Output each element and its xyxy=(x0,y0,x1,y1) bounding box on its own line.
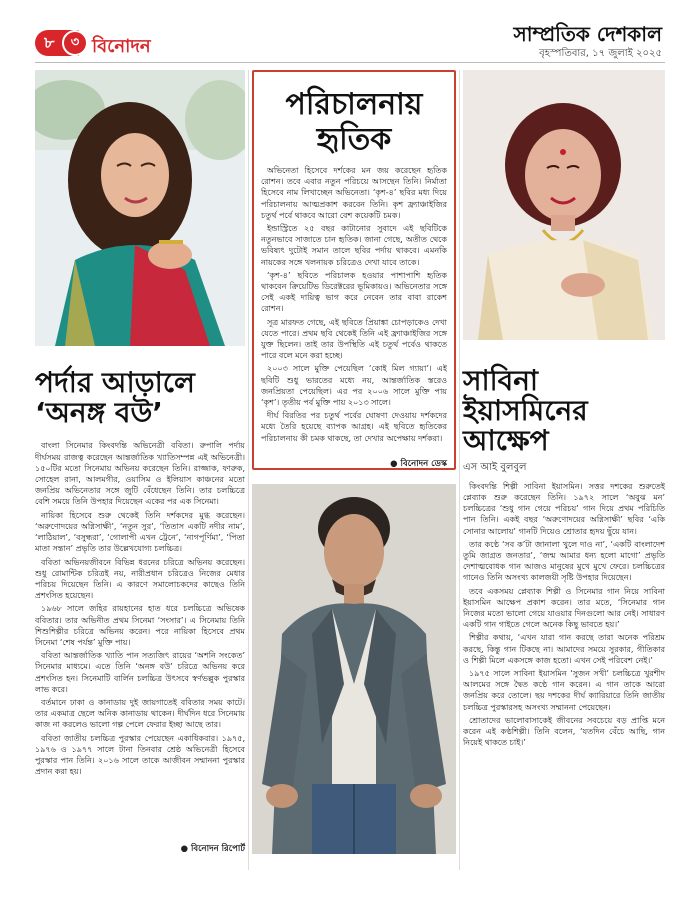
page-header xyxy=(0,0,700,62)
paragraph: ২০০৩ সালে মুক্তি পেয়েছিল ‘কোই মিল গ্যায়া’। এই ছবিটি শুধু ভারতের মধ্যে নয়, আন্তর্জাতিক স্তরেও জনপ্রিয়তা পেয়েছিল। এর পর ২০০৬ সালে মুক্তি পায় ‘কৃশ’। তৃতীয় পর্ব মুক্তি পায় ২০১৩ সালে। xyxy=(261,364,447,408)
middle-article-box xyxy=(252,70,456,470)
right-article-body xyxy=(463,481,665,836)
paragraph: শ্রোতাদের ভালোবাসাকেই জীবনের সবচেয়ে বড় প্রাপ্তি মনে করেন এই কণ্ঠশিল্পী। তিনি বলেন, ‘যতদিন বেঁচে আছি, গান নিয়েই থাকতে চাই।’ xyxy=(463,715,665,748)
left-article xyxy=(35,70,245,856)
middle-headline: পরিচালনায় হৃতিক xyxy=(285,87,423,157)
paragraph: ১৯৭৫ সালে সাবিনা ইয়াসমিন ‘সুজন সখী’ চলচ্চিত্রে খুরশীদ আলমের সঙ্গে দ্বৈত কণ্ঠে গান করেন। এ গান তাকে আরো জনপ্রিয় করে তোলে। ছয় দশকের দীর্ঘ ক্যারিয়ারে তিনি জাতীয় চলচ্চিত্র পুরস্কারসহ অসংখ্য সম্মাননা পেয়েছেন। xyxy=(463,668,665,712)
paragraph: তার কণ্ঠে ‘সব ক’টা জানালা খুলে দাও না’, ‘একটি বাংলাদেশ তুমি জাগ্রত জনতার’, ‘জন্ম আমার ধন্য হলো মাগো’ প্রভৃতি দেশাত্মবোধক গান আজও মানুষের মুখে মুখে ফেরে। চলচ্চিত্রের গানেও তিনি অসংখ্য কালজয়ী সৃষ্টি উপহার দিয়েছেন। xyxy=(463,539,665,583)
paragraph: ববিতা অভিনয়জীবনে বিভিন্ন ধরনের চরিত্রে অভিনয় করেছেন। শুধু রোমান্টিক চরিত্রই নয়, নারীপ্রধান চরিত্রেও নিজের মেধার পরিচয় দিয়েছেন তিনি। এ কারণে সমালোচকদের কাছেও তিনি প্রশংসিত হয়েছেন। xyxy=(35,557,245,601)
paragraph: ববিতা জাতীয় চলচ্চিত্র পুরস্কার পেয়েছেন একাধিকবার। ১৯৭৫, ১৯৭৬ ও ১৯৭৭ সালে টানা তিনবার শ্রেষ্ঠ অভিনেত্রী হিসেবে পুরস্কার পান তিনি। ২০১৬ সালে তাকে আজীবন সম্মাননা পুরস্কার প্রদান করা হয়। xyxy=(35,733,245,777)
page-number: ৮ xyxy=(44,32,55,52)
paragraph: ‘কৃশ-৪’ ছবিতে পরিচালক হওয়ার পাশাপাশি হৃতিক থাকবেন ক্রিয়েটিভ ডিরেক্টরের ভূমিকায়ও। অভিনেতার সঙ্গে সেই একই দায়িত্ব ভাগ করে নেবেন তার বাবা রাকেশ রোশন। xyxy=(261,270,447,314)
paragraph: অভিনেতা হিসেবে দর্শকের মন জয় করেছেন হৃতিক রোশন। তবে এবার নতুন পরিচয়ে আসছেন তিনি। নির্মাতা হিসেবে নাম লিখাচ্ছেন অভিনেতা। ‘কৃশ-৪’ ছবির মধ্য দিয়ে পরিচালনায় আত্মপ্রকাশ করবেন তিনি। কৃশ ফ্র্যাঞ্চাইজির চতুর্থ পর্বে থাকবে আরো বেশ কয়েকটি চমক। xyxy=(261,166,447,220)
paragraph: ববিতা আন্তর্জাতিক খ্যাতি পান সত্যজিৎ রায়ের ‘অশনি সংকেত’ সিনেমার মাধ্যমে। এতে তিনি ‘অনঙ্গ বউ’ চরিত্রে অভিনয় করে প্রশংসিত হন। সিনেমাটি বার্লিন চলচ্চিত্র উৎসবে স্বর্ণভল্লুক পুরস্কার লাভ করে। xyxy=(35,651,245,694)
paragraph: ইন্ডাস্ট্রিতে ২৫ বছর কাটানোর সুবাদে এই ছবিটিকে নতুনভাবে সাজাতে চান হৃতিক। জানা গেছে, অতীত থেকে ভবিষ্যৎ দুটোই সমান তালে ছবির পর্দায় থাকবে। এমনকি নায়কের সঙ্গে খলনায়ক চরিত্রেও দেখা যাবে তাকে। xyxy=(261,224,447,267)
section-name: বিনোদন xyxy=(92,36,151,57)
paragraph: শিল্পীর কথায়, ‘এখন যারা গান করছে তারা অনেক পরিশ্রম করছে, কিন্তু গান টিকছে না। আমাদের সময়ে সুরকার, গীতিকার ও শিল্পী মিলে একসঙ্গে কাজ হতো। এখন সেই পরিবেশ নেই।’ xyxy=(463,633,665,665)
paragraph: দীর্ঘ বিরতির পর চতুর্থ পর্বের ঘোষণা দেওয়ায় দর্শকদের মধ্যে তৈরি হয়েছে ব্যাপক আগ্রহ। এই ছবিতে হৃতিকের পরিচালনায় কী চমক থাকছে, তা দেখার অপেক্ষায় দর্শকরা। xyxy=(261,411,447,443)
right-article xyxy=(463,70,665,836)
middle-credit: ● বিনোদন ডেস্ক xyxy=(390,459,447,469)
header-divider xyxy=(35,62,665,63)
left-credit: ● বিনোদন রিপোর্ট xyxy=(180,844,245,855)
paragraph: কিংবদন্তি শিল্পী সাবিনা ইয়াসমিন। সত্তর দশকের শুরুতেই প্লেব্যাক শুরু করেছেন তিনি। ১৯৭২ সালে ‘অবুঝ মন’ চলচ্চিত্রের ‘শুধু গান গেয়ে পরিচয়’ গান দিয়ে প্রথম পরিচিতি পান তিনি। একই বছর ‘অরুণোদয়ের অগ্নিসাক্ষী’ ছবির ‘একি সোনার আলোয়’ গানটি দিয়েও শ্রোতার হৃদয় ছুঁয়ে যান। xyxy=(463,481,665,536)
masthead-title: সাম্প্রতিক দেশকাল xyxy=(513,22,662,46)
right-byline: এস আই বুলবুল xyxy=(463,461,527,473)
section-logo-icon: ৩ xyxy=(62,30,88,56)
middle-article xyxy=(252,70,456,854)
column-divider xyxy=(459,70,460,870)
sabina-yasmin-photo xyxy=(463,70,665,340)
left-headline: পর্দার আড়ালে ‘অনঙ্গ বউ’ xyxy=(35,366,195,430)
middle-article-body xyxy=(261,165,447,455)
column-divider xyxy=(248,70,249,870)
right-headline: সাবিনা ইয়াসমিনের আক্ষেপ xyxy=(463,364,588,458)
paragraph: সূত্র মারফত গেছে, এই ছবিতে প্রিয়াঙ্কা চোপড়াকেও দেখা যেতে পারে। প্রথম ছবি থেকেই তিনি এই ফ্র্যাঞ্চাইজির সঙ্গে যুক্ত ছিলেন। তাই তার উপস্থিতি এই চতুর্থ পর্বেও থাকতে পারে বলে মনে করা হচ্ছে। xyxy=(261,317,447,361)
publication-date: বৃহস্পতিবার, ১৭ জুলাই ২০২৫ xyxy=(539,48,662,59)
paragraph: তবে একসময় প্লেব্যাক শিল্পী ও সিনেমার গান নিয়ে সাবিনা ইয়াসমিন আক্ষেপ প্রকাশ করেন। তার মতে, ‘সিনেমার গান নিজের মতো ভালো গেয়ে যাওয়ার দিনগুলো আর নেই। সাধারণ একটি গান গাইতে গেলে অনেক কিছু ভাবতে হয়।’ xyxy=(463,586,665,630)
hrithik-photo xyxy=(252,484,456,854)
paragraph: নায়িকা হিসেবে শুরু থেকেই তিনি দর্শকদের মুগ্ধ করেছেন। ‘অরুণোদয়ের অগ্নিসাক্ষী’, ‘নতুন সুর’, ‘তিতাস একটি নদীর নাম’, ‘লাঠিয়াল’, ‘বসুন্ধরা’, ‘গোলাপী এখন ট্রেনে’, ‘নাগপূর্ণিমা’, ‘পিতা মাতা সন্তান’ প্রভৃতি তার উল্লেখযোগ্য চলচ্চিত্র। xyxy=(35,510,245,554)
left-article-body xyxy=(35,440,245,840)
paragraph: বাংলা সিনেমার কিংবদন্তি অভিনেত্রী ববিতা। রুপালি পর্দায় দীর্ঘসময় রাজত্ব করেছেন আন্তর্জাতিক খ্যাতিসম্পন্ন এই অভিনেত্রী। ১৫০টির মতো সিনেমায় অভিনয় করেছেন তিনি। রাজ্জাক, ফারুক, সোহেল রানা, আলমগীর, ওয়াসিম ও ইলিয়াস কাঞ্চনের মতো জনপ্রিয় অভিনেতার সঙ্গে জুটি বেঁধেছেন তিনি। তার চলচ্চিত্রে বেশি সময়ে তিনি উপহার দিয়েছেন একের পর এক সিনেমা। xyxy=(35,441,245,507)
paragraph: ১৯৬৮ সালে জহির রায়হানের হাত ধরে চলচ্চিত্রে অভিষেক ববিতার। তার অভিনীত প্রথম সিনেমা ‘সংসার’। এ সিনেমায় তিনি শিশুশিল্পীর চরিত্রে অভিনয় করেন। পরে নায়িকা হিসেবে প্রথম সিনেমা ‘শেষ পর্যন্ত’ মুক্তি পায়। xyxy=(35,604,245,647)
bobita-photo xyxy=(35,70,245,346)
paragraph: বর্তমানে ঢাকা ও কানাডায় দুই জায়গাতেই ববিতার সময় কাটে। তার একমাত্র ছেলে অনিক কানাডায় থাকেন। দীর্ঘদিন ধরে সিনেমায় কাজ না করলেও ভালো গল্প পেলে ফেরার ইচ্ছা আছে তার। xyxy=(35,697,245,730)
